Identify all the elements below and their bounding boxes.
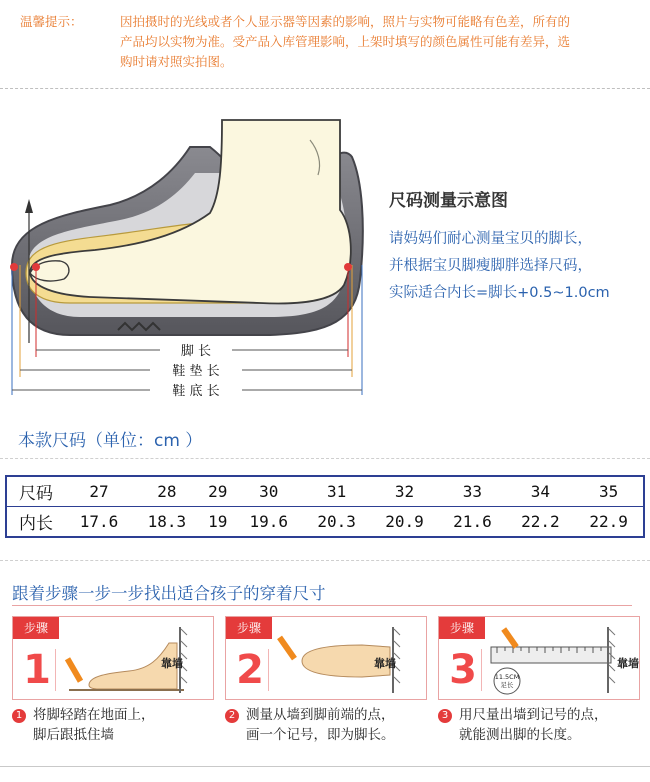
sole-length-label: 鞋 底 长 — [172, 384, 220, 399]
step-caption-line: 测量从墙到脚前端的点， — [246, 707, 395, 723]
step-number: 1 — [19, 649, 56, 691]
size-cell: 32 — [371, 476, 439, 507]
inner-length-cell: 22.9 — [574, 507, 644, 538]
ruler-note-sub: 足长 — [500, 681, 514, 689]
step-caption-line: 画一个记号，即为脚长。 — [246, 727, 395, 743]
shoe-measurement-diagram — [0, 95, 380, 410]
insole-length-label: 鞋 垫 长 — [172, 364, 220, 379]
divider — [0, 560, 650, 561]
wall-label: 靠墙 — [161, 657, 183, 670]
step-tag: 步骤 — [13, 617, 59, 639]
size-cell: 28 — [133, 476, 201, 507]
step3-ruler-illustration — [485, 621, 639, 699]
size-row — [6, 476, 644, 507]
step-bullet: 1 — [12, 709, 26, 723]
size-cell: 35 — [574, 476, 644, 507]
inner-length-row — [6, 507, 644, 538]
step-panel-3 — [438, 616, 640, 700]
size-cell: 34 — [506, 476, 574, 507]
step-number: 3 — [445, 649, 482, 691]
size-cell: 31 — [303, 476, 371, 507]
step-caption-line: 就能测出脚的长度。 — [459, 727, 581, 743]
figure-desc-line: 并根据宝贝脚瘦脚胖选择尺码， — [389, 258, 592, 274]
ruler-note: 11.5CM — [494, 673, 520, 681]
wall-label: 靠墙 — [617, 657, 639, 670]
inner-length-cell: 20.3 — [303, 507, 371, 538]
size-table — [5, 475, 645, 538]
step-caption-line: 脚后跟抵住墙 — [33, 727, 114, 743]
bottom-divider — [0, 766, 650, 767]
steps-title-underline — [12, 605, 632, 606]
notice-line: 产品均以实物为准。受产品入库管理影响，上架时填写的颜色属性可能有差异，选 — [120, 34, 571, 49]
size-cell: 33 — [438, 476, 506, 507]
notice-text — [20, 12, 632, 74]
inner-length-cell: 22.2 — [506, 507, 574, 538]
step-panel-2 — [225, 616, 427, 700]
notice-label: 温馨提示： — [20, 14, 83, 29]
step-caption-line: 将脚轻踏在地面上， — [33, 707, 155, 723]
size-table-title: 本款尺码（单位：cm ） — [18, 431, 203, 451]
step-caption-1 — [12, 705, 155, 745]
steps-title: 跟着步骤一步一步找出适合孩子的穿着尺寸 — [12, 584, 326, 603]
step-caption-3 — [438, 705, 608, 745]
figure-description — [389, 226, 649, 307]
inner-length-cell: 18.3 — [133, 507, 201, 538]
divider — [0, 88, 650, 89]
inner-length-cell: 19.6 — [235, 507, 303, 538]
step-tag: 步骤 — [439, 617, 485, 639]
notice-line: 因拍摄时的光线或者个人显示器等因素的影响，照片与实物可能略有色差，所有的 — [120, 14, 571, 29]
inner-length-cell: 20.9 — [371, 507, 439, 538]
figure-desc-line: 实际适合内长=脚长+0.5~1.0cm — [389, 285, 610, 301]
step-number: 2 — [232, 649, 269, 691]
step1-foot-illustration — [59, 621, 213, 699]
inner-length-cell: 17.6 — [65, 507, 133, 538]
figure-title: 尺码测量示意图 — [389, 191, 508, 211]
size-cell: 30 — [235, 476, 303, 507]
inner-length-row-label: 内长 — [6, 507, 65, 538]
size-cell: 27 — [65, 476, 133, 507]
wall-label: 靠墙 — [374, 657, 396, 670]
size-cell: 29 — [201, 476, 235, 507]
step-tag: 步骤 — [226, 617, 272, 639]
size-row-label: 尺码 — [6, 476, 65, 507]
step-bullet: 2 — [225, 709, 239, 723]
inner-length-cell: 19 — [201, 507, 235, 538]
step-caption-2 — [225, 705, 395, 745]
notice-line: 购时请对照实拍图。 — [120, 54, 233, 69]
step-caption-line: 用尺量出墙到记号的点， — [459, 707, 608, 723]
foot-length-label: 脚 长 — [180, 344, 212, 359]
step-panel-1 — [12, 616, 214, 700]
figure-desc-line: 请妈妈们耐心测量宝贝的脚长， — [389, 231, 592, 247]
step-bullet: 3 — [438, 709, 452, 723]
step2-foot-illustration — [272, 621, 426, 699]
divider — [0, 458, 650, 459]
inner-length-cell: 21.6 — [438, 507, 506, 538]
